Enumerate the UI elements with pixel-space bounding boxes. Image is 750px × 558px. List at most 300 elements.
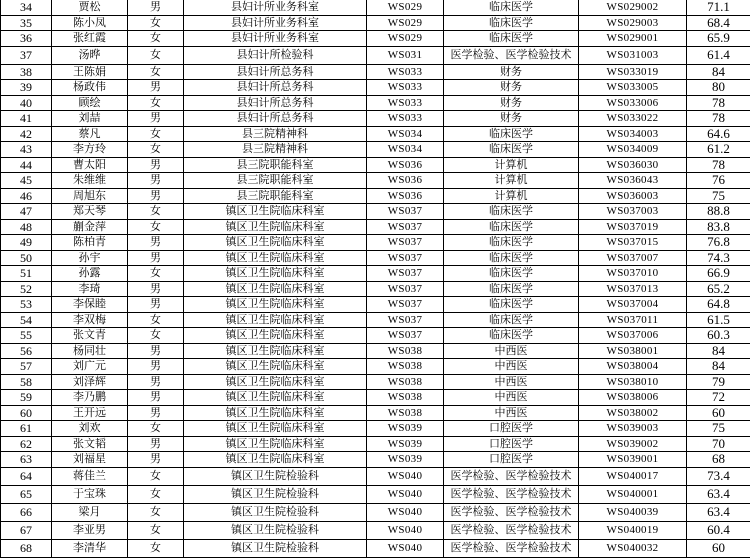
- major-cell: 医学检验、医学检验技术: [444, 46, 579, 64]
- major-cell: 财务: [444, 111, 579, 127]
- table-row: [1, 204, 750, 220]
- post-code-cell: WS038: [367, 359, 444, 375]
- unit-cell: 县妇计所总务科: [184, 64, 367, 80]
- row-number-cell: 61: [1, 421, 52, 437]
- gender-cell: 女: [128, 15, 184, 31]
- table-row: [1, 0, 750, 15]
- major-cell: 临床医学: [444, 266, 579, 282]
- score-cell: 60.3: [687, 328, 750, 344]
- name-cell: 朱维维: [52, 173, 128, 189]
- score-cell: 78: [687, 157, 750, 173]
- name-cell: 杨政伟: [52, 80, 128, 96]
- gender-cell: 女: [128, 204, 184, 220]
- gender-cell: 女: [128, 266, 184, 282]
- row-number-cell: 59: [1, 390, 52, 406]
- exam-id-cell: WS038002: [579, 405, 687, 421]
- score-cell: 71.1: [687, 0, 750, 15]
- score-cell: 75: [687, 421, 750, 437]
- score-cell: 61.2: [687, 142, 750, 158]
- row-number-cell: 38: [1, 64, 52, 80]
- score-cell: 60: [687, 539, 750, 557]
- exam-id-cell: WS037013: [579, 281, 687, 297]
- name-cell: 李乃鹏: [52, 390, 128, 406]
- name-cell: 顾绘: [52, 95, 128, 111]
- table-row: [1, 312, 750, 328]
- table-row: [1, 250, 750, 266]
- score-cell: 64.6: [687, 126, 750, 142]
- gender-cell: 女: [128, 142, 184, 158]
- name-cell: 孙露: [52, 266, 128, 282]
- table-row: [1, 521, 750, 539]
- row-number-cell: 45: [1, 173, 52, 189]
- table-body: [1, 0, 750, 557]
- row-number-cell: 34: [1, 0, 52, 15]
- post-code-cell: WS037: [367, 250, 444, 266]
- exam-id-cell: WS040019: [579, 521, 687, 539]
- name-cell: 张文韬: [52, 436, 128, 452]
- major-cell: 临床医学: [444, 328, 579, 344]
- gender-cell: 男: [128, 250, 184, 266]
- gender-cell: 男: [128, 157, 184, 173]
- score-cell: 65.9: [687, 31, 750, 47]
- post-code-cell: WS039: [367, 452, 444, 468]
- gender-cell: 男: [128, 297, 184, 313]
- score-cell: 78: [687, 111, 750, 127]
- major-cell: 中西医: [444, 374, 579, 390]
- exam-id-cell: WS036030: [579, 157, 687, 173]
- exam-id-cell: WS039002: [579, 436, 687, 452]
- row-number-cell: 63: [1, 452, 52, 468]
- table-row: [1, 421, 750, 437]
- unit-cell: 镇区卫生院临床科室: [184, 250, 367, 266]
- unit-cell: 县三院职能科室: [184, 188, 367, 204]
- score-cell: 73.4: [687, 467, 750, 485]
- name-cell: 蒋佳兰: [52, 467, 128, 485]
- unit-cell: 县妇计所检验科: [184, 46, 367, 64]
- exam-id-cell: WS039001: [579, 452, 687, 468]
- table-row: [1, 219, 750, 235]
- unit-cell: 县三院精神科: [184, 126, 367, 142]
- row-number-cell: 65: [1, 485, 52, 503]
- exam-id-cell: WS033022: [579, 111, 687, 127]
- name-cell: 张文青: [52, 328, 128, 344]
- row-number-cell: 67: [1, 521, 52, 539]
- exam-id-cell: WS037007: [579, 250, 687, 266]
- name-cell: 贾松: [52, 0, 128, 15]
- name-cell: 曹太阳: [52, 157, 128, 173]
- gender-cell: 男: [128, 80, 184, 96]
- gender-cell: 女: [128, 421, 184, 437]
- post-code-cell: WS034: [367, 126, 444, 142]
- table-row: [1, 15, 750, 31]
- row-number-cell: 55: [1, 328, 52, 344]
- score-cell: 68: [687, 452, 750, 468]
- name-cell: 刘欢: [52, 421, 128, 437]
- name-cell: 杨同壮: [52, 343, 128, 359]
- major-cell: 医学检验、医学检验技术: [444, 521, 579, 539]
- score-cell: 84: [687, 64, 750, 80]
- table-row: [1, 467, 750, 485]
- score-cell: 70: [687, 436, 750, 452]
- post-code-cell: WS037: [367, 312, 444, 328]
- unit-cell: 县三院精神科: [184, 142, 367, 158]
- score-cell: 78: [687, 95, 750, 111]
- unit-cell: 县妇计所总务科: [184, 95, 367, 111]
- score-cell: 65.2: [687, 281, 750, 297]
- score-cell: 79: [687, 374, 750, 390]
- exam-id-cell: WS037006: [579, 328, 687, 344]
- gender-cell: 女: [128, 312, 184, 328]
- exam-id-cell: WS037004: [579, 297, 687, 313]
- major-cell: 临床医学: [444, 281, 579, 297]
- table-row: [1, 436, 750, 452]
- post-code-cell: WS040: [367, 503, 444, 521]
- unit-cell: 镇区卫生院检验科: [184, 521, 367, 539]
- unit-cell: 镇区卫生院临床科室: [184, 281, 367, 297]
- table-row: [1, 328, 750, 344]
- row-number-cell: 44: [1, 157, 52, 173]
- major-cell: 临床医学: [444, 142, 579, 158]
- major-cell: 临床医学: [444, 312, 579, 328]
- post-code-cell: WS039: [367, 436, 444, 452]
- score-cell: 80: [687, 80, 750, 96]
- gender-cell: 男: [128, 436, 184, 452]
- score-cell: 72: [687, 390, 750, 406]
- post-code-cell: WS040: [367, 485, 444, 503]
- name-cell: 郑天琴: [52, 204, 128, 220]
- table-row: [1, 390, 750, 406]
- exam-id-cell: WS040017: [579, 467, 687, 485]
- unit-cell: 县三院职能科室: [184, 157, 367, 173]
- gender-cell: 女: [128, 485, 184, 503]
- major-cell: 临床医学: [444, 219, 579, 235]
- name-cell: 梁月: [52, 503, 128, 521]
- row-number-cell: 54: [1, 312, 52, 328]
- post-code-cell: WS040: [367, 539, 444, 557]
- score-cell: 61.4: [687, 46, 750, 64]
- major-cell: 口腔医学: [444, 421, 579, 437]
- unit-cell: 县妇计所总务科: [184, 80, 367, 96]
- name-cell: 李方玲: [52, 142, 128, 158]
- major-cell: 医学检验、医学检验技术: [444, 503, 579, 521]
- row-number-cell: 57: [1, 359, 52, 375]
- name-cell: 刘广元: [52, 359, 128, 375]
- exam-id-cell: WS033019: [579, 64, 687, 80]
- name-cell: 李保睦: [52, 297, 128, 313]
- major-cell: 临床医学: [444, 250, 579, 266]
- row-number-cell: 36: [1, 31, 52, 47]
- score-cell: 60: [687, 405, 750, 421]
- post-code-cell: WS029: [367, 15, 444, 31]
- unit-cell: 县妇计所总务科: [184, 111, 367, 127]
- post-code-cell: WS040: [367, 467, 444, 485]
- exam-id-cell: WS037019: [579, 219, 687, 235]
- name-cell: 刘福星: [52, 452, 128, 468]
- name-cell: 刘喆: [52, 111, 128, 127]
- score-cell: 74.3: [687, 250, 750, 266]
- post-code-cell: WS038: [367, 343, 444, 359]
- unit-cell: 镇区卫生院临床科室: [184, 405, 367, 421]
- major-cell: 中西医: [444, 359, 579, 375]
- exam-id-cell: WS037011: [579, 312, 687, 328]
- row-number-cell: 56: [1, 343, 52, 359]
- major-cell: 医学检验、医学检验技术: [444, 467, 579, 485]
- row-number-cell: 58: [1, 374, 52, 390]
- score-cell: 83.8: [687, 219, 750, 235]
- table-row: [1, 266, 750, 282]
- unit-cell: 镇区卫生院检验科: [184, 503, 367, 521]
- row-number-cell: 40: [1, 95, 52, 111]
- table-row: [1, 452, 750, 468]
- row-number-cell: 42: [1, 126, 52, 142]
- major-cell: 医学检验、医学检验技术: [444, 485, 579, 503]
- major-cell: 中西医: [444, 343, 579, 359]
- score-cell: 75: [687, 188, 750, 204]
- gender-cell: 女: [128, 503, 184, 521]
- major-cell: 计算机: [444, 173, 579, 189]
- post-code-cell: WS040: [367, 521, 444, 539]
- gender-cell: 女: [128, 46, 184, 64]
- major-cell: 临床医学: [444, 126, 579, 142]
- row-number-cell: 64: [1, 467, 52, 485]
- name-cell: 李琦: [52, 281, 128, 297]
- unit-cell: 镇区卫生院临床科室: [184, 204, 367, 220]
- major-cell: 财务: [444, 64, 579, 80]
- unit-cell: 镇区卫生院临床科室: [184, 328, 367, 344]
- table-row: [1, 297, 750, 313]
- exam-id-cell: WS036043: [579, 173, 687, 189]
- unit-cell: 镇区卫生院临床科室: [184, 390, 367, 406]
- unit-cell: 县三院职能科室: [184, 173, 367, 189]
- table-row: [1, 95, 750, 111]
- row-number-cell: 46: [1, 188, 52, 204]
- table-row: [1, 405, 750, 421]
- post-code-cell: WS037: [367, 204, 444, 220]
- major-cell: 财务: [444, 95, 579, 111]
- post-code-cell: WS037: [367, 235, 444, 251]
- gender-cell: 男: [128, 188, 184, 204]
- major-cell: 临床医学: [444, 31, 579, 47]
- unit-cell: 镇区卫生院临床科室: [184, 266, 367, 282]
- row-number-cell: 49: [1, 235, 52, 251]
- table-row: [1, 188, 750, 204]
- post-code-cell: WS036: [367, 188, 444, 204]
- table-row: [1, 343, 750, 359]
- gender-cell: 女: [128, 219, 184, 235]
- major-cell: 中西医: [444, 390, 579, 406]
- post-code-cell: WS038: [367, 405, 444, 421]
- unit-cell: 镇区卫生院临床科室: [184, 235, 367, 251]
- major-cell: 临床医学: [444, 15, 579, 31]
- name-cell: 蔡凡: [52, 126, 128, 142]
- row-number-cell: 43: [1, 142, 52, 158]
- gender-cell: 女: [128, 95, 184, 111]
- major-cell: 口腔医学: [444, 452, 579, 468]
- exam-id-cell: WS029001: [579, 31, 687, 47]
- post-code-cell: WS038: [367, 374, 444, 390]
- exam-id-cell: WS040039: [579, 503, 687, 521]
- gender-cell: 男: [128, 390, 184, 406]
- major-cell: 临床医学: [444, 204, 579, 220]
- name-cell: 王开远: [52, 405, 128, 421]
- table-row: [1, 111, 750, 127]
- name-cell: 蒯金萍: [52, 219, 128, 235]
- gender-cell: 男: [128, 235, 184, 251]
- exam-id-cell: WS029002: [579, 0, 687, 15]
- unit-cell: 镇区卫生院临床科室: [184, 297, 367, 313]
- score-cell: 63.4: [687, 485, 750, 503]
- post-code-cell: WS036: [367, 173, 444, 189]
- unit-cell: 镇区卫生院临床科室: [184, 359, 367, 375]
- table-row: [1, 46, 750, 64]
- post-code-cell: WS033: [367, 95, 444, 111]
- score-cell: 60.4: [687, 521, 750, 539]
- major-cell: 财务: [444, 80, 579, 96]
- major-cell: 临床医学: [444, 0, 579, 15]
- unit-cell: 县妇计所业务科室: [184, 15, 367, 31]
- major-cell: 计算机: [444, 188, 579, 204]
- row-number-cell: 41: [1, 111, 52, 127]
- unit-cell: 镇区卫生院检验科: [184, 467, 367, 485]
- exam-id-cell: WS039003: [579, 421, 687, 437]
- name-cell: 陈小凤: [52, 15, 128, 31]
- name-cell: 于宝珠: [52, 485, 128, 503]
- gender-cell: 男: [128, 359, 184, 375]
- score-cell: 84: [687, 359, 750, 375]
- gender-cell: 男: [128, 173, 184, 189]
- exam-id-cell: WS031003: [579, 46, 687, 64]
- score-cell: 76.8: [687, 235, 750, 251]
- gender-cell: 男: [128, 0, 184, 15]
- table-row: [1, 539, 750, 557]
- row-number-cell: 60: [1, 405, 52, 421]
- gender-cell: 女: [128, 31, 184, 47]
- gender-cell: 女: [128, 328, 184, 344]
- exam-id-cell: WS038010: [579, 374, 687, 390]
- exam-id-cell: WS033006: [579, 95, 687, 111]
- post-code-cell: WS029: [367, 31, 444, 47]
- post-code-cell: WS033: [367, 80, 444, 96]
- name-cell: 李清华: [52, 539, 128, 557]
- unit-cell: 县妇计所业务科室: [184, 0, 367, 15]
- major-cell: 计算机: [444, 157, 579, 173]
- gender-cell: 女: [128, 64, 184, 80]
- row-number-cell: 51: [1, 266, 52, 282]
- gender-cell: 男: [128, 452, 184, 468]
- row-number-cell: 52: [1, 281, 52, 297]
- major-cell: 临床医学: [444, 297, 579, 313]
- gender-cell: 女: [128, 467, 184, 485]
- post-code-cell: WS037: [367, 219, 444, 235]
- row-number-cell: 50: [1, 250, 52, 266]
- post-code-cell: WS033: [367, 111, 444, 127]
- table-row: [1, 374, 750, 390]
- table-row: [1, 142, 750, 158]
- exam-id-cell: WS029003: [579, 15, 687, 31]
- post-code-cell: WS036: [367, 157, 444, 173]
- table-row: [1, 80, 750, 96]
- gender-cell: 女: [128, 126, 184, 142]
- exam-id-cell: WS038004: [579, 359, 687, 375]
- row-number-cell: 39: [1, 80, 52, 96]
- table-row: [1, 173, 750, 189]
- unit-cell: 镇区卫生院临床科室: [184, 312, 367, 328]
- major-cell: 临床医学: [444, 235, 579, 251]
- exam-id-cell: WS038001: [579, 343, 687, 359]
- score-cell: 68.4: [687, 15, 750, 31]
- exam-id-cell: WS036003: [579, 188, 687, 204]
- row-number-cell: 66: [1, 503, 52, 521]
- row-number-cell: 53: [1, 297, 52, 313]
- table-row: [1, 31, 750, 47]
- row-number-cell: 62: [1, 436, 52, 452]
- gender-cell: 女: [128, 539, 184, 557]
- row-number-cell: 48: [1, 219, 52, 235]
- post-code-cell: WS038: [367, 390, 444, 406]
- row-number-cell: 47: [1, 204, 52, 220]
- name-cell: 陈柏青: [52, 235, 128, 251]
- post-code-cell: WS033: [367, 64, 444, 80]
- score-cell: 63.4: [687, 503, 750, 521]
- name-cell: 刘泽辉: [52, 374, 128, 390]
- gender-cell: 男: [128, 111, 184, 127]
- table-row: [1, 126, 750, 142]
- name-cell: 周旭东: [52, 188, 128, 204]
- name-cell: 王陈娟: [52, 64, 128, 80]
- exam-id-cell: WS040032: [579, 539, 687, 557]
- name-cell: 李亚男: [52, 521, 128, 539]
- exam-id-cell: WS040001: [579, 485, 687, 503]
- post-code-cell: WS037: [367, 281, 444, 297]
- table-row: [1, 503, 750, 521]
- gender-cell: 男: [128, 281, 184, 297]
- post-code-cell: WS031: [367, 46, 444, 64]
- table-row: [1, 359, 750, 375]
- name-cell: 张红霞: [52, 31, 128, 47]
- exam-id-cell: WS037003: [579, 204, 687, 220]
- score-cell: 76: [687, 173, 750, 189]
- post-code-cell: WS037: [367, 297, 444, 313]
- row-number-cell: 68: [1, 539, 52, 557]
- score-cell: 61.5: [687, 312, 750, 328]
- name-cell: 汤晔: [52, 46, 128, 64]
- exam-id-cell: WS034009: [579, 142, 687, 158]
- unit-cell: 镇区卫生院临床科室: [184, 436, 367, 452]
- name-cell: 孙宇: [52, 250, 128, 266]
- unit-cell: 镇区卫生院临床科室: [184, 374, 367, 390]
- post-code-cell: WS039: [367, 421, 444, 437]
- row-number-cell: 35: [1, 15, 52, 31]
- gender-cell: 男: [128, 405, 184, 421]
- major-cell: 医学检验、医学检验技术: [444, 539, 579, 557]
- table-row: [1, 281, 750, 297]
- major-cell: 中西医: [444, 405, 579, 421]
- table-row: [1, 157, 750, 173]
- row-number-cell: 37: [1, 46, 52, 64]
- exam-id-cell: WS034003: [579, 126, 687, 142]
- post-code-cell: WS037: [367, 266, 444, 282]
- name-cell: 李双梅: [52, 312, 128, 328]
- exam-id-cell: WS037015: [579, 235, 687, 251]
- gender-cell: 男: [128, 343, 184, 359]
- unit-cell: 镇区卫生院临床科室: [184, 343, 367, 359]
- gender-cell: 男: [128, 374, 184, 390]
- unit-cell: 镇区卫生院检验科: [184, 539, 367, 557]
- exam-id-cell: WS033005: [579, 80, 687, 96]
- unit-cell: 镇区卫生院临床科室: [184, 421, 367, 437]
- table-row: [1, 235, 750, 251]
- table-row: [1, 64, 750, 80]
